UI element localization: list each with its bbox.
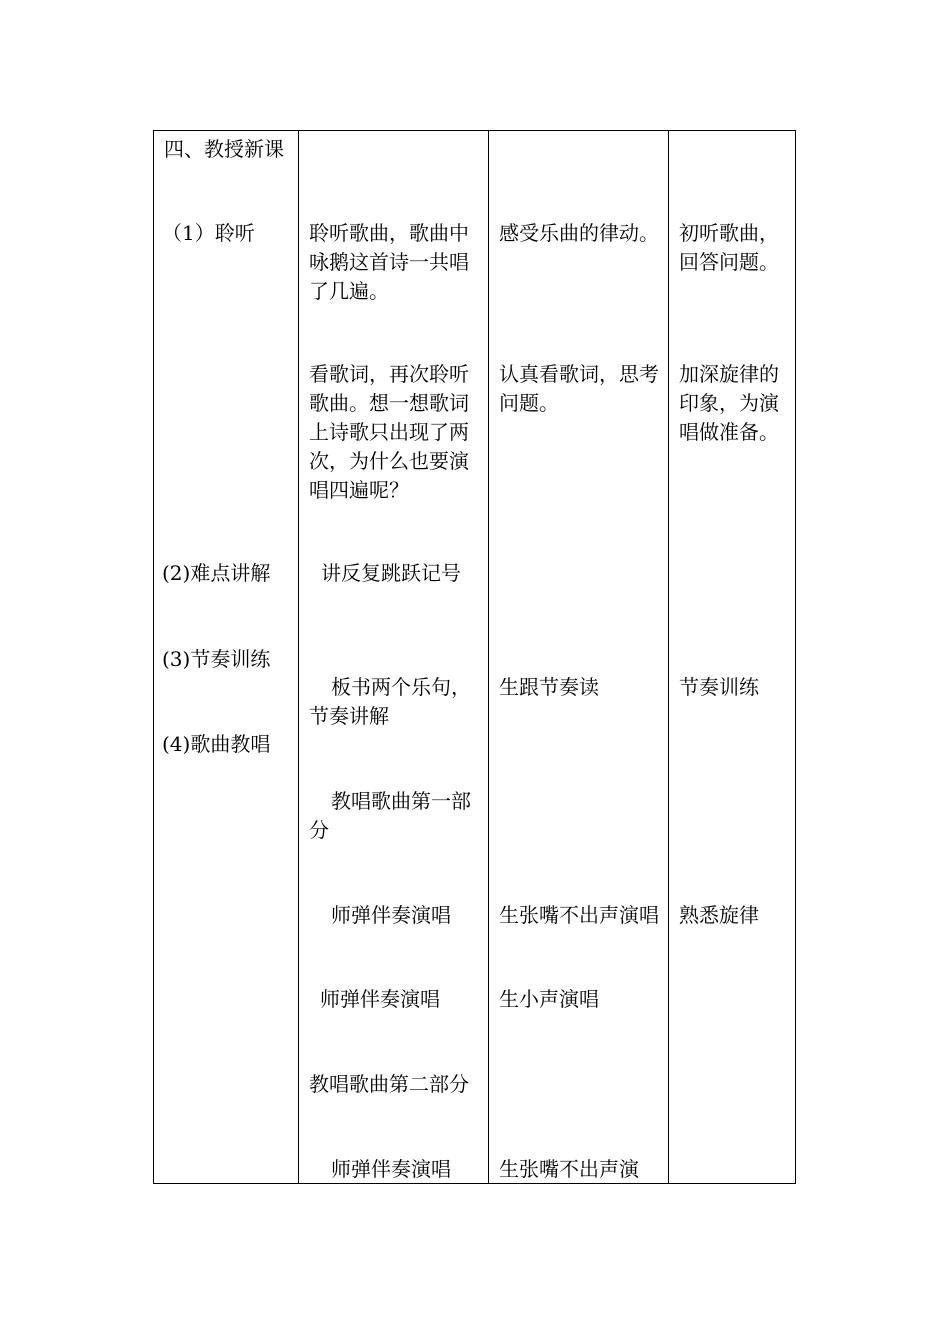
- teacher-activity-accompany-1: 师弹伴奏演唱: [331, 903, 451, 927]
- teacher-activity-difficulty: 讲反复跳跃记号: [321, 561, 461, 585]
- student-activity-accompany-3: 生张嘴不出声演: [499, 1157, 639, 1181]
- student-activity-accompany-2: 生小声演唱: [499, 987, 599, 1011]
- teacher-activity-listen-1: 聆听歌曲，歌曲中咏鹅这首诗一共唱了几遍。: [309, 221, 469, 303]
- teacher-activity-accompany-2: 师弹伴奏演唱: [320, 987, 440, 1011]
- teacher-activity-teach-part-1: 教唱歌曲第一部分: [309, 789, 471, 842]
- lesson-plan-table: [153, 130, 796, 1184]
- teacher-activity-listen-2: 看歌词，再次聆听歌曲。想一想歌词上诗歌只出现了两次，为什么也要演唱四遍呢？: [309, 362, 469, 502]
- step-rhythm: (3)节奏训练: [162, 647, 271, 671]
- design-intent-accompany-1: 熟悉旋律: [679, 903, 759, 927]
- student-activity-rhythm: 生跟节奏读: [499, 675, 599, 699]
- column-divider: [668, 131, 669, 1183]
- design-intent-rhythm: 节奏训练: [679, 675, 759, 699]
- section-heading: 四、教授新课: [164, 137, 284, 161]
- step-song-teaching: (4)歌曲教唱: [162, 732, 271, 756]
- step-listen: （1）聆听: [162, 221, 255, 245]
- student-activity-accompany-1: 生张嘴不出声演唱: [499, 903, 659, 927]
- design-intent-listen-2: 加深旋律的印象，为演唱做准备。: [679, 362, 779, 444]
- column-divider: [488, 131, 489, 1183]
- teacher-activity-accompany-3: 师弹伴奏演唱: [331, 1157, 451, 1181]
- column-divider: [298, 131, 299, 1183]
- student-activity-listen-1: 感受乐曲的律动。: [499, 221, 659, 245]
- step-difficulty: (2)难点讲解: [162, 561, 271, 585]
- teacher-activity-rhythm: 板书两个乐句，节奏讲解: [309, 675, 471, 728]
- teacher-activity-teach-part-2: 教唱歌曲第二部分: [309, 1072, 469, 1096]
- design-intent-listen-1: 初听歌曲，回答问题。: [679, 221, 779, 274]
- student-activity-listen-2: 认真看歌词，思考问题。: [499, 362, 659, 415]
